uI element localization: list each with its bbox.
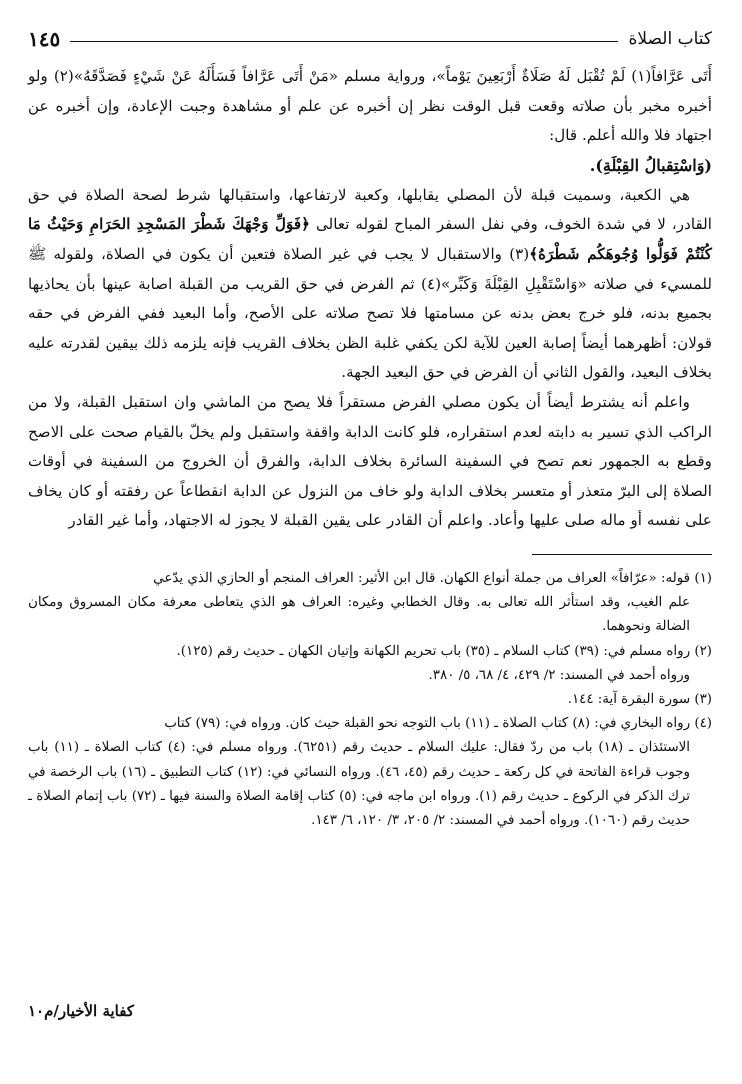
footnote-2-line-1: (٢) رواه مسلم في: (٣٩) كتاب السلام ـ (٣٥) باب تحريم الكهانة وإتيان الكهان ـ حديث رقم (١٢٥). [176, 643, 712, 659]
footnote-4-line-1: (٤) رواه البخاري في: (٨) كتاب الصلاة ـ (١١) باب التوجه نحو القبلة حيث كان. ورواه في: (٧٩) كتاب [164, 716, 712, 732]
footnote-2-cont: ورواه أحمد في المسند: ٢/ ٤٢٩، ٤/ ٦٨، ٥/ ٣٨٠. [428, 667, 690, 683]
page-number: ١٤٥ [28, 27, 61, 51]
quran-verse: ﴿فَوَلِّ وَجْهَكَ شَطْرَ المَسْجِدِ الحَرَامِ وَحَيْثُ مَا كُنْتُمْ فَوَلُّوا وُجُوهَكُم شَطْرَهُ﴾ [28, 215, 712, 263]
main-text [28, 62, 712, 536]
footnote-separator [532, 554, 712, 555]
book-title: كتاب الصلاة [628, 29, 712, 49]
page-signature: كفاية الأخيار/م١٠ [28, 1002, 134, 1020]
footnote-4 [28, 712, 712, 833]
footnote-2 [28, 640, 712, 688]
paragraph-1: أَتَى عَرَّافاً(١) لَمْ تُقْبَل لَهُ صَلَاةٌ أَرْبَعِينَ يَوْماً»، ورواية مسلم «مَنْ أَتَى عَرَّافاً فَسَأَلَهُ عَنْ شَيْءٍ فَصَدَّقَهُ»(٢) ولو أخبره مخبر بأن صلاته وقعت قبل الوقت نظر إن أخبره عن علم أو مشاهدة وجبت الإعادة، وإن أخبره عن اجتهاد فلا والله أعلم. قال: [28, 67, 712, 145]
paragraph-2-text-a: هي الكعبة، وسميت قبلة لأن المصلي يقابلها، وكعبة لارتفاعها، واستقبالها شرط لصحة الصلاة في حق القادر، لا في شدة الخوف، وفي نفل السفر المباح لقوله تعالى [28, 185, 713, 234]
footnote-4-cont: الاستئذان ـ (١٨) باب من ردّ فقال: عليك السلام ـ حديث رقم (٦٢٥١). ورواه مسلم في: (٤) كتاب الصلاة ـ (١١) باب وجوب قراءة الفاتحة في كل ركعة ـ حديث رقم (٤٥، ٤٦). ورواه النسائي في: (١٢) كتاب التطبيق ـ (١٦) باب الرخصة في ترك الذكر في الركوع ـ حديث رقم (١). ورواه ابن ماجه في: (٥) كتاب إقامة الصلاة والسنة فيها ـ (٧٢) باب إتمام الصلاة ـ حديث رقم (١٠٦٠). ورواه أحمد في المسند: ٢/ ٢٠٥، ٣/ ١٢٠، ٦/ ١٤٣. [28, 740, 690, 828]
paragraph-3: واعلم أنه يشترط أيضاً أن يكون مصلي الفرض مستقراً فلا يصح من الماشي وان استقبل القبلة، ولا من الراكب الذي تسير به دابته لعدم استقراره، فلو كانت الدابة واقفة واستقبل ولم يخلّ بالقيام صحت على الاصح وقطع به الجمهور نعم تصح في السفينة السائرة بخلاف الدابة، والفرق أن الخروج من السفينة في أوقات الصلاة إلى البرّ متعذر أو متعسر بخلاف الدابة ولو خاف من النزول عن الدابة انقطاعاً عن رفقته أو كان يخاف على نفسه أو ماله صلى عليها وأعاد. واعلم أن القادر على يقين القبلة لا يجوز له الاجتهاد، وأما غير القادر [28, 392, 712, 530]
header-rule [70, 41, 618, 42]
section-heading: (وَاسْتِقبالُ القِبْلَةِ). [589, 155, 712, 175]
paragraph-2 [28, 181, 712, 388]
paragraph-2-text-b: (٣) والاستقبال لا يجب في غير الصلاة فتعين أن يكون في الصلاة، ولقوله ﷺ للمسيء في صلاته «وَاسْتَقْبِلِ القِبْلَةَ وَكَبِّر»(٤) ثم الفرض في حق القريب من القبلة اصابة عينها بأن يحاذيها بجميع بدنه، فلو خرج بعض بدنه عن مسامتها فلا تصح صلاته على الأصح، وأما البعيد ففي الفرض في حقه قولان: أظهرهما أيضاً إصابة العين للآية لكن يكفي غلبة الظن بخلاف القريب فإنه يلزمه ذلك بيقين لقدرته عليه بخلاف البعيد، والقول الثاني أن الفرض في حق البعيد الجهة. [28, 244, 712, 382]
footnote-1-line-1: (١) قوله: «عرّافاً» العراف من جملة أنواع الكهان. قال ابن الأثير: العراف المنجم أو الحازي الذي يدّعي [153, 570, 712, 586]
footnote-3: (٣) سورة البقرة آية: ١٤٤. [567, 691, 712, 707]
footnote-1 [28, 567, 712, 640]
running-header [28, 22, 712, 56]
footnote-1-cont: علم الغيب، وقد استأثر الله تعالى به. وقال الخطابي وغيره: العراف هو الذي يتعاطى معرفة مكان المسروق ومكان الضالة ونحوهما. [28, 595, 690, 635]
footnotes [28, 567, 712, 833]
